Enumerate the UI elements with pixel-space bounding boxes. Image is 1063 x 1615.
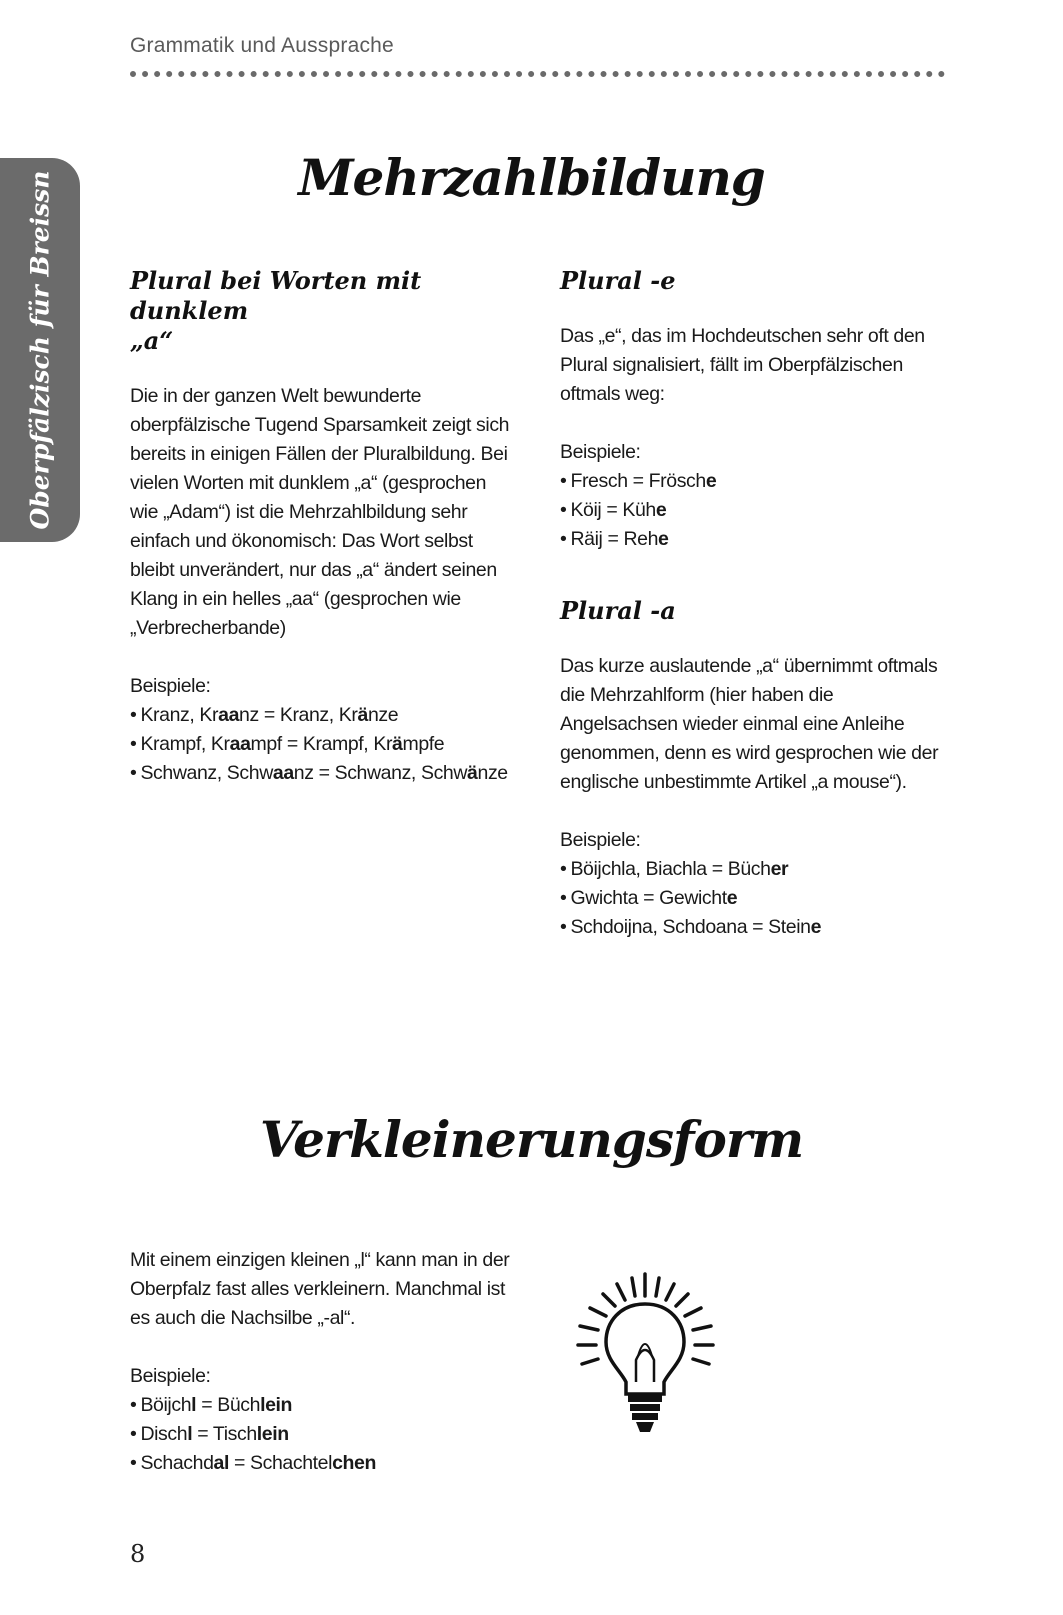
examples-label-e: Beispiele:: [560, 441, 641, 463]
dotted-rule: [130, 71, 945, 77]
examples-label-verkleinerung: Beispiele:: [130, 1365, 211, 1387]
bullet-icon: •: [130, 1423, 137, 1445]
bullet-icon: •: [560, 528, 567, 550]
list-item: • Schdoijna, Schdoana = Steine: [560, 916, 822, 938]
body-plural-e: Das „e“, das im Hochdeutschen sehr oft den Plural signalisiert, fällt im Oberpfälzischen oftmals weg:: [560, 325, 925, 405]
list-item: • Böijchla, Biachla = Bücher: [560, 858, 789, 880]
page-number: 8: [130, 1540, 146, 1568]
list-item: • Gwichta = Gewichte: [560, 887, 738, 909]
body-verkleinerung: Mit einem einzigen kleinen „l“ kann man in der Oberpfalz fast alles verkleinern. Manchmal ist es auch die Nachsilbe „-al“.: [130, 1249, 510, 1329]
lightbulb-icon: [570, 1270, 720, 1440]
bullet-icon: •: [130, 1452, 137, 1474]
bullet-icon: •: [560, 470, 567, 492]
running-head: Grammatik und Aussprache: [130, 34, 394, 57]
body-dunkles-a: Die in der ganzen Welt bewunderte oberpfälzische Tugend Sparsamkeit zeigt sich bereits in einigen Fällen der Pluralbildung. Bei vielen Worten mit dunklem „a“ (gesprochen wie „Adam“) ist die Mehrzahlbildung sehr einfach und ökonomisch: Das Wort selbst bleibt unverändert, nur das „a“ ändert seinen Klang in ein helles „aa“ (gesprochen wie „Verbrecherbande): [130, 385, 510, 639]
examples-label-a: Beispiele:: [560, 829, 641, 851]
examples-label: Beispiele:: [130, 675, 211, 697]
heading-plural-a: Plural -a: [560, 596, 676, 625]
list-item: • Schwanz, Schwaanz = Schwanz, Schwänze: [130, 762, 508, 784]
right-column: [560, 266, 940, 942]
list-item: • Kranz, Kraanz = Kranz, Kränze: [130, 704, 399, 726]
list-item: • Fresch = Frösche: [560, 470, 717, 492]
body-plural-a: Das kurze auslautende „a“ übernimmt oftmals die Mehrzahlform (hier haben die Angelsachsen wieder einmal eine Anleihe genommen, denn es wird gesprochen wie der englische unbestimmte Artikel „a mouse“).: [560, 655, 939, 793]
heading-plural-dunkles-a: [130, 266, 510, 356]
list-item: • Krampf, Kraampf = Krampf, Krämpfe: [130, 733, 445, 755]
bullet-icon: •: [560, 858, 567, 880]
verkleinerung-column: [130, 1246, 510, 1478]
bullet-icon: •: [560, 887, 567, 909]
list-item: • Dischl = Tischlein: [130, 1423, 289, 1445]
bullet-icon: •: [130, 1394, 137, 1416]
left-column: [130, 266, 510, 788]
list-item: • Räij = Rehe: [560, 528, 669, 550]
examples-list-verkleinerung: [130, 1391, 510, 1478]
bullet-icon: •: [560, 499, 567, 521]
side-tab-label: Oberpfälzisch für Breissn: [25, 170, 55, 530]
bullet-icon: •: [560, 916, 567, 938]
section-title-mehrzahlbildung: Mehrzahlbildung: [298, 148, 765, 207]
bullet-icon: •: [130, 733, 137, 755]
heading-line-1: Plural bei Worten mit dunklem: [130, 266, 422, 325]
section-title-verkleinerungsform: Verkleinerungsform: [259, 1110, 804, 1169]
list-item: • Böijchl = Büchlein: [130, 1394, 293, 1416]
examples-list-dunkles-a: [130, 701, 510, 788]
list-item: • Köij = Kühe: [560, 499, 667, 521]
heading-plural-e: Plural -e: [560, 266, 676, 295]
bullet-icon: •: [130, 704, 137, 726]
examples-list-plural-a: [560, 855, 940, 942]
examples-list-plural-e: [560, 467, 940, 554]
bullet-icon: •: [130, 762, 137, 784]
heading-line-2: „a“: [130, 326, 174, 355]
list-item: • Schachdal = Schachtelchen: [130, 1452, 376, 1474]
